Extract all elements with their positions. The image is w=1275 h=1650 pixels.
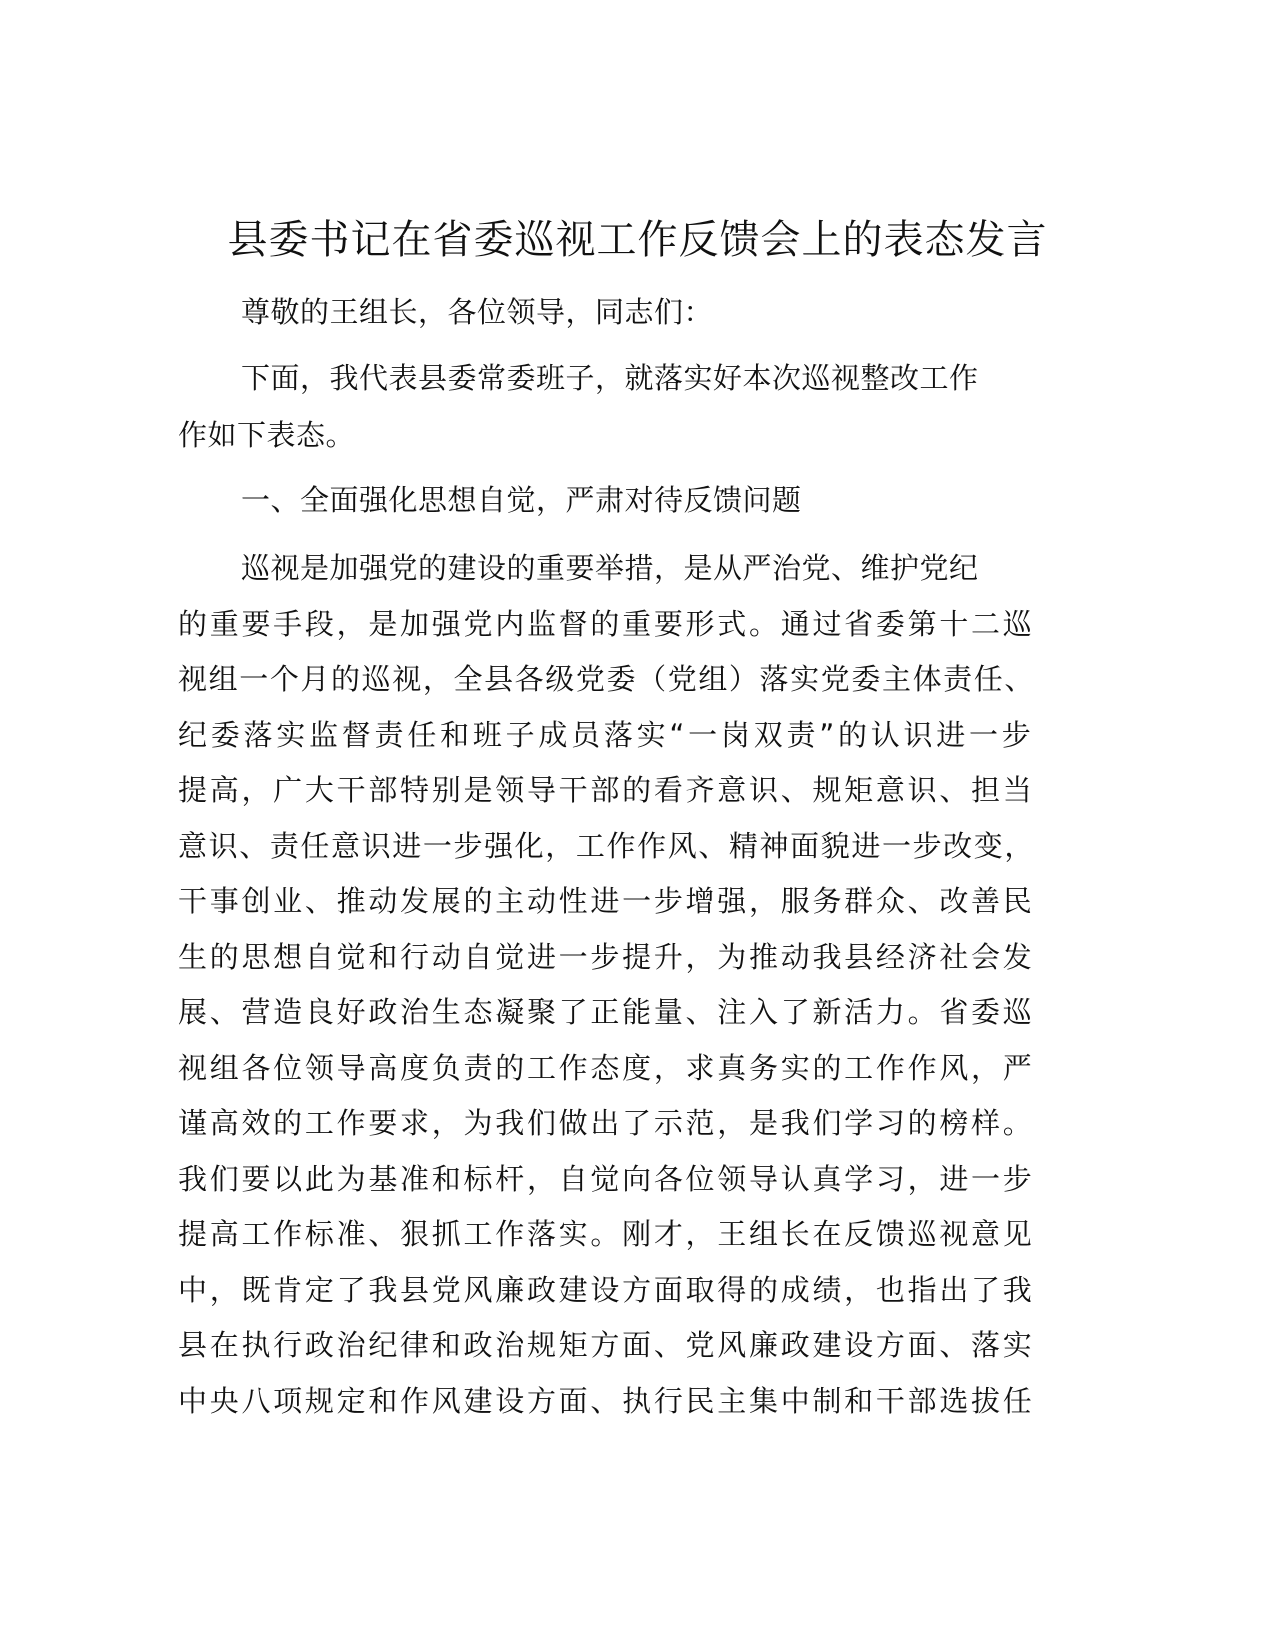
paragraph-line: 干事创业、推动发展的主动性进一步增强，服务群众、改善民: [178, 884, 1035, 918]
paragraph-line: 中央八项规定和作风建设方面、执行民主集中制和干部选拔任: [178, 1384, 1035, 1418]
paragraph-line: 提高工作标准、狠抓工作落实。刚才，王组长在反馈巡视意见: [178, 1217, 1035, 1251]
paragraph-line: 的重要手段，是加强党内监督的重要形式。通过省委第十二巡: [178, 607, 1035, 641]
salutation: 尊敬的王组长，各位领导，同志们：: [241, 295, 714, 329]
document-title: 县委书记在省委巡视工作反馈会上的表态发言: [227, 217, 1048, 263]
paragraph-line: 视组一个月的巡视，全县各级党委（党组）落实党委主体责任、: [178, 662, 1036, 696]
section-heading: 一、全面强化思想自觉，严肃对待反馈问题: [241, 483, 802, 517]
paragraph-line: 下面，我代表县委常委班子，就落实好本次巡视整改工作: [241, 361, 979, 395]
paragraph-line: 视组各位领导高度负责的工作态度，求真务实的工作作风，严: [178, 1051, 1035, 1085]
paragraph-line: 展、营造良好政治生态凝聚了正能量、注入了新活力。省委巡: [178, 995, 1035, 1029]
paragraph-line: 生的思想自觉和行动自觉进一步提升，为推动我县经济社会发: [178, 940, 1035, 974]
paragraph-line: 意识、责任意识进一步强化，工作作风、精神面貌进一步改变，: [178, 829, 1036, 863]
paragraph-line: 提高，广大干部特别是领导干部的看齐意识、规矩意识、担当: [178, 773, 1035, 807]
paragraph-line: 作如下表态。: [178, 418, 356, 452]
paragraph-line: 纪委落实监督责任和班子成员落实“一岗双责”的认识进一步: [178, 718, 1035, 752]
paragraph-line: 中，既肯定了我县党风廉政建设方面取得的成绩，也指出了我: [178, 1273, 1035, 1307]
paragraph-line: 县在执行政治纪律和政治规矩方面、党风廉政建设方面、落实: [178, 1328, 1035, 1362]
paragraph-line: 巡视是加强党的建设的重要举措，是从严治党、维护党纪: [241, 551, 979, 585]
paragraph-line: 我们要以此为基准和标杆，自觉向各位领导认真学习，进一步: [178, 1162, 1035, 1196]
paragraph-line: 谨高效的工作要求，为我们做出了示范，是我们学习的榜样。: [178, 1106, 1035, 1140]
